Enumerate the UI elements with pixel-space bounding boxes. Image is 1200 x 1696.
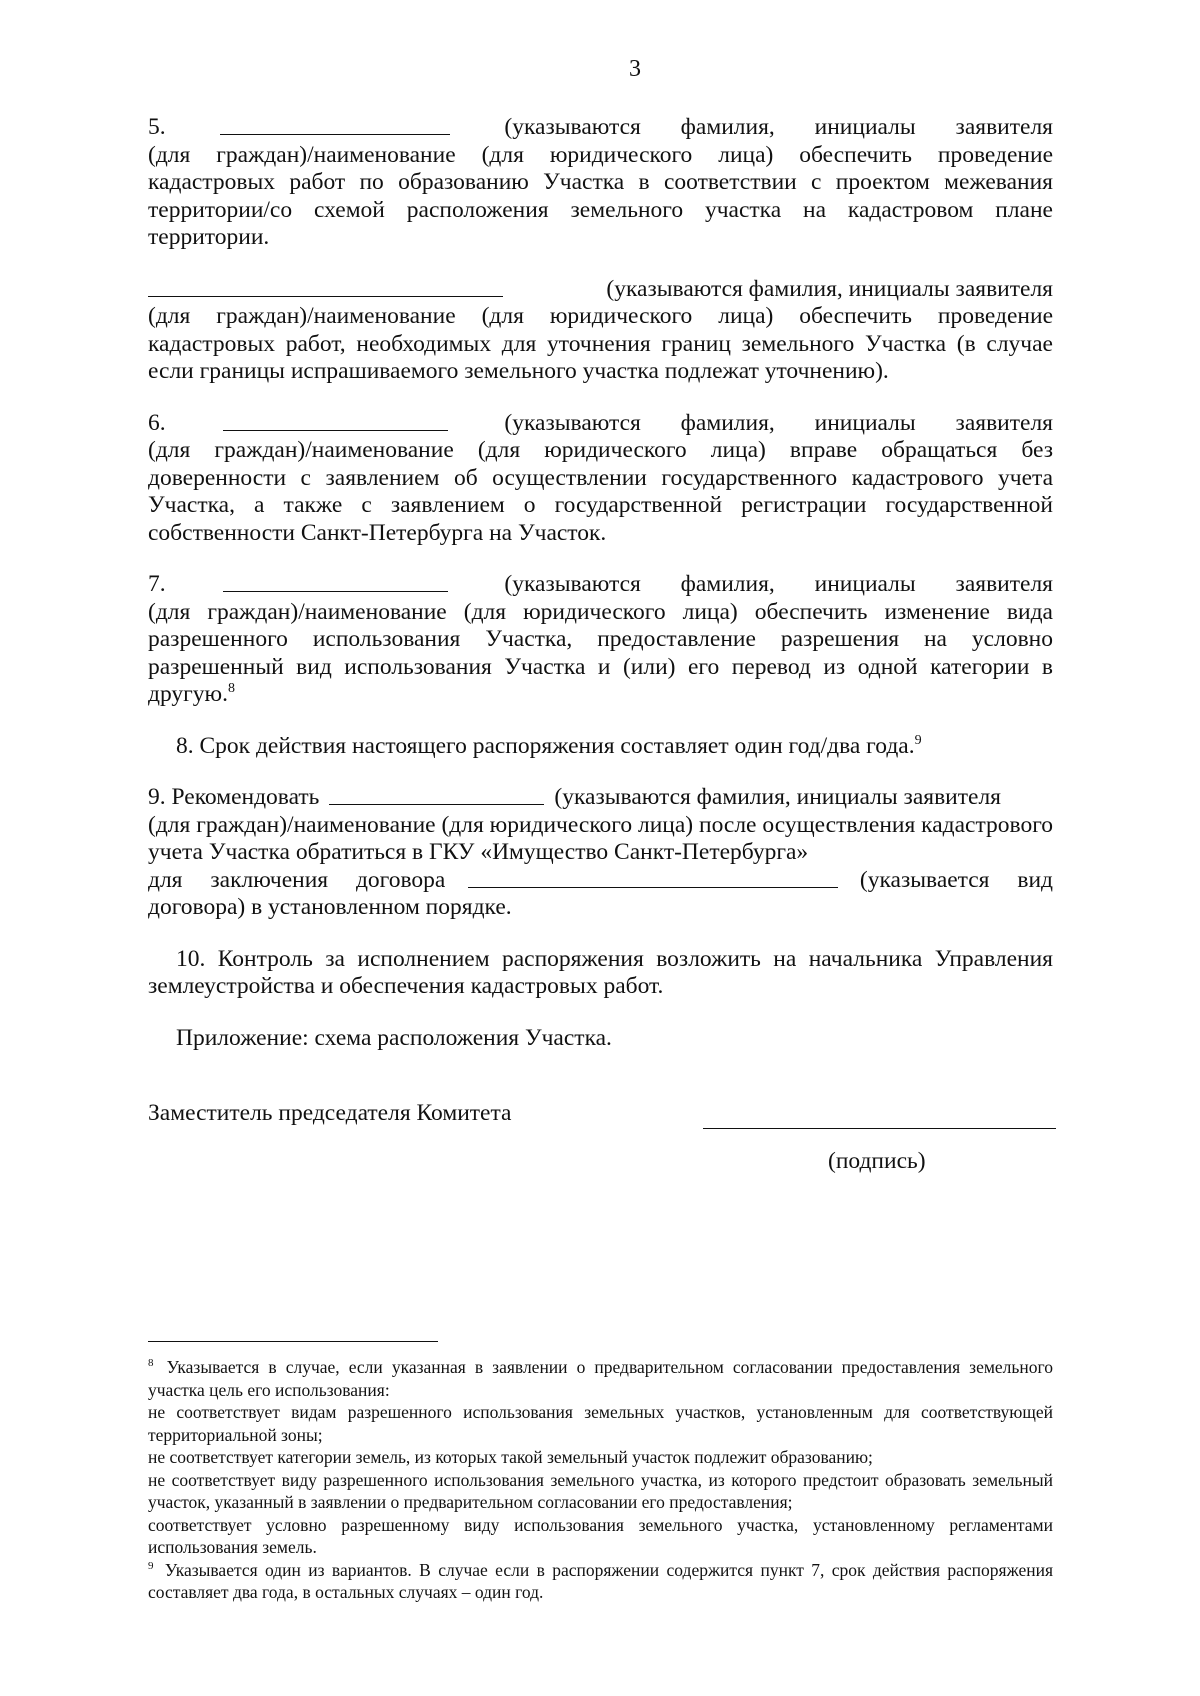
- footnote-8-line-4: не соответствует виду разрешенного использования земельного участка, из которого предстоит образовать земельный участок, указанный в заявлении о предварительном согласовании его предоставления;: [148, 1469, 1053, 1512]
- item-10: 10. Контроль за исполнением распоряжения возложить на начальника Управления землеустройства и обеспечения кадастровых работ.: [148, 945, 1053, 999]
- item-9: [148, 784, 1053, 922]
- attachment-note: Приложение: схема расположения Участка.: [176, 1024, 612, 1051]
- item-7-first-line: [148, 571, 1053, 599]
- item-5b-first-line: [148, 276, 1053, 304]
- item-8-text: 8. Срок действия настоящего распоряжения составляет один год/два года.: [176, 732, 915, 759]
- item-5a: [148, 114, 1053, 252]
- item-9-contract-line: [148, 867, 1053, 895]
- footnote-8-line-2: не соответствует видам разрешенного использования земельных участков, установленным для соответствующей территориальной зоны;: [148, 1402, 1053, 1445]
- item-5b-text: (для граждан)/наименование (для юридического лица) обеспечить проведение кадастровых работ, необходимых для уточнения границ земельного Участка (в случае если границы испрашиваемого земельного участка подлежат уточнению).: [148, 303, 1053, 384]
- footnote-9: [148, 1559, 1053, 1604]
- item-9-text: (для граждан)/наименование (для юридического лица) после осуществления кадастрового учета Участка обратиться в ГКУ «Имущество Санкт-Петербурга»: [148, 811, 1054, 865]
- footnote-8-line-3: не соответствует категории земель, из которых такой земельный участок подлежит образованию;: [148, 1447, 873, 1467]
- footnote-ref-8[interactable]: 8: [227, 681, 235, 697]
- item-9-blank: [329, 784, 544, 805]
- item-9-lead: 9. Рекомендовать: [148, 784, 320, 810]
- item-9-fill-hint: (указываются фамилия, инициалы заявителя: [554, 784, 1001, 810]
- item-6: [148, 410, 1053, 548]
- item-6-blank: [223, 410, 448, 431]
- item-5a-number: 5.: [148, 114, 166, 140]
- item-7: [148, 571, 1053, 709]
- item-5a-fill-hint: (указываются фамилия, инициалы заявителя: [504, 114, 1053, 140]
- item-5b-fill-hint: (указываются фамилия, инициалы заявителя: [606, 275, 1053, 302]
- item-5b-blank: [148, 276, 503, 297]
- footnote-separator: [148, 1341, 438, 1342]
- footnote-8-mark: 8: [148, 1357, 154, 1370]
- item-9-contract-blank: [468, 867, 838, 888]
- item-6-fill-hint: (указываются фамилия, инициалы заявителя: [504, 409, 1053, 436]
- footnote-9-text: Указывается один из вариантов. В случае если в распоряжении содержится пункт 7, срок действия распоряжения составляет два года, в остальных случаях – один год.: [148, 1559, 1053, 1602]
- item-9-tail: договора) в установленном порядке.: [148, 894, 512, 920]
- signature-caption: (подпись): [828, 1148, 926, 1174]
- footnote-8-line-1: Указывается в случае, если указанная в заявлении о предварительном согласовании предоставления земельного участка цель его использования:: [148, 1357, 1054, 1400]
- footnotes: [148, 1356, 1053, 1604]
- footnote-8: [148, 1356, 1053, 1401]
- item-5a-first-line: [148, 114, 1053, 142]
- document-body: [148, 114, 1053, 1052]
- item-9-contract-lead: для заключения договора: [148, 866, 446, 893]
- footnote-9-mark: 9: [148, 1559, 154, 1572]
- page-number: 3: [629, 56, 641, 82]
- item-6-text: (для граждан)/наименование (для юридического лица) вправе обращаться без доверенности с заявлением об осуществлении государственного кадастрового учета Участка, а также с заявлением о государственной регистрации государственной собственности Санкт-Петербурга на Участок.: [148, 437, 1053, 546]
- item-7-number: 7.: [148, 571, 166, 597]
- item-9-contract-hint: (указывается вид: [859, 866, 1053, 893]
- footnote-8-line-5: соответствует условно разрешенному виду использования земельного участка, установленному регламентами использования земель.: [148, 1514, 1053, 1557]
- item-5b: [148, 276, 1053, 386]
- item-9-first-line: [148, 784, 1053, 812]
- item-7-fill-hint: (указываются фамилия, инициалы заявителя: [504, 571, 1053, 597]
- item-7-blank: [223, 571, 448, 592]
- item-8: [148, 733, 1053, 761]
- footnote-ref-9[interactable]: 9: [914, 732, 922, 748]
- item-6-number: 6.: [148, 409, 166, 436]
- signatory-position: Заместитель председателя Комитета: [148, 1100, 512, 1126]
- item-7-body: (для граждан)/наименование (для юридического лица) обеспечить изменение вида разрешенного использования Участка, предоставление разрешения на условно разрешенный вид использования Участка и (или) его перевод из одной категории в другую.: [148, 598, 1053, 707]
- item-7-text: [148, 599, 1053, 709]
- item-6-first-line: [148, 410, 1053, 438]
- item-5a-text: (для граждан)/наименование (для юридического лица) обеспечить проведение кадастровых работ по образованию Участка в соответствии с проектом межевания территории/со схемой расположения земельного участка на кадастровом плане территории.: [148, 141, 1053, 250]
- signature-line: [703, 1128, 1056, 1129]
- item-5a-blank: [220, 114, 450, 135]
